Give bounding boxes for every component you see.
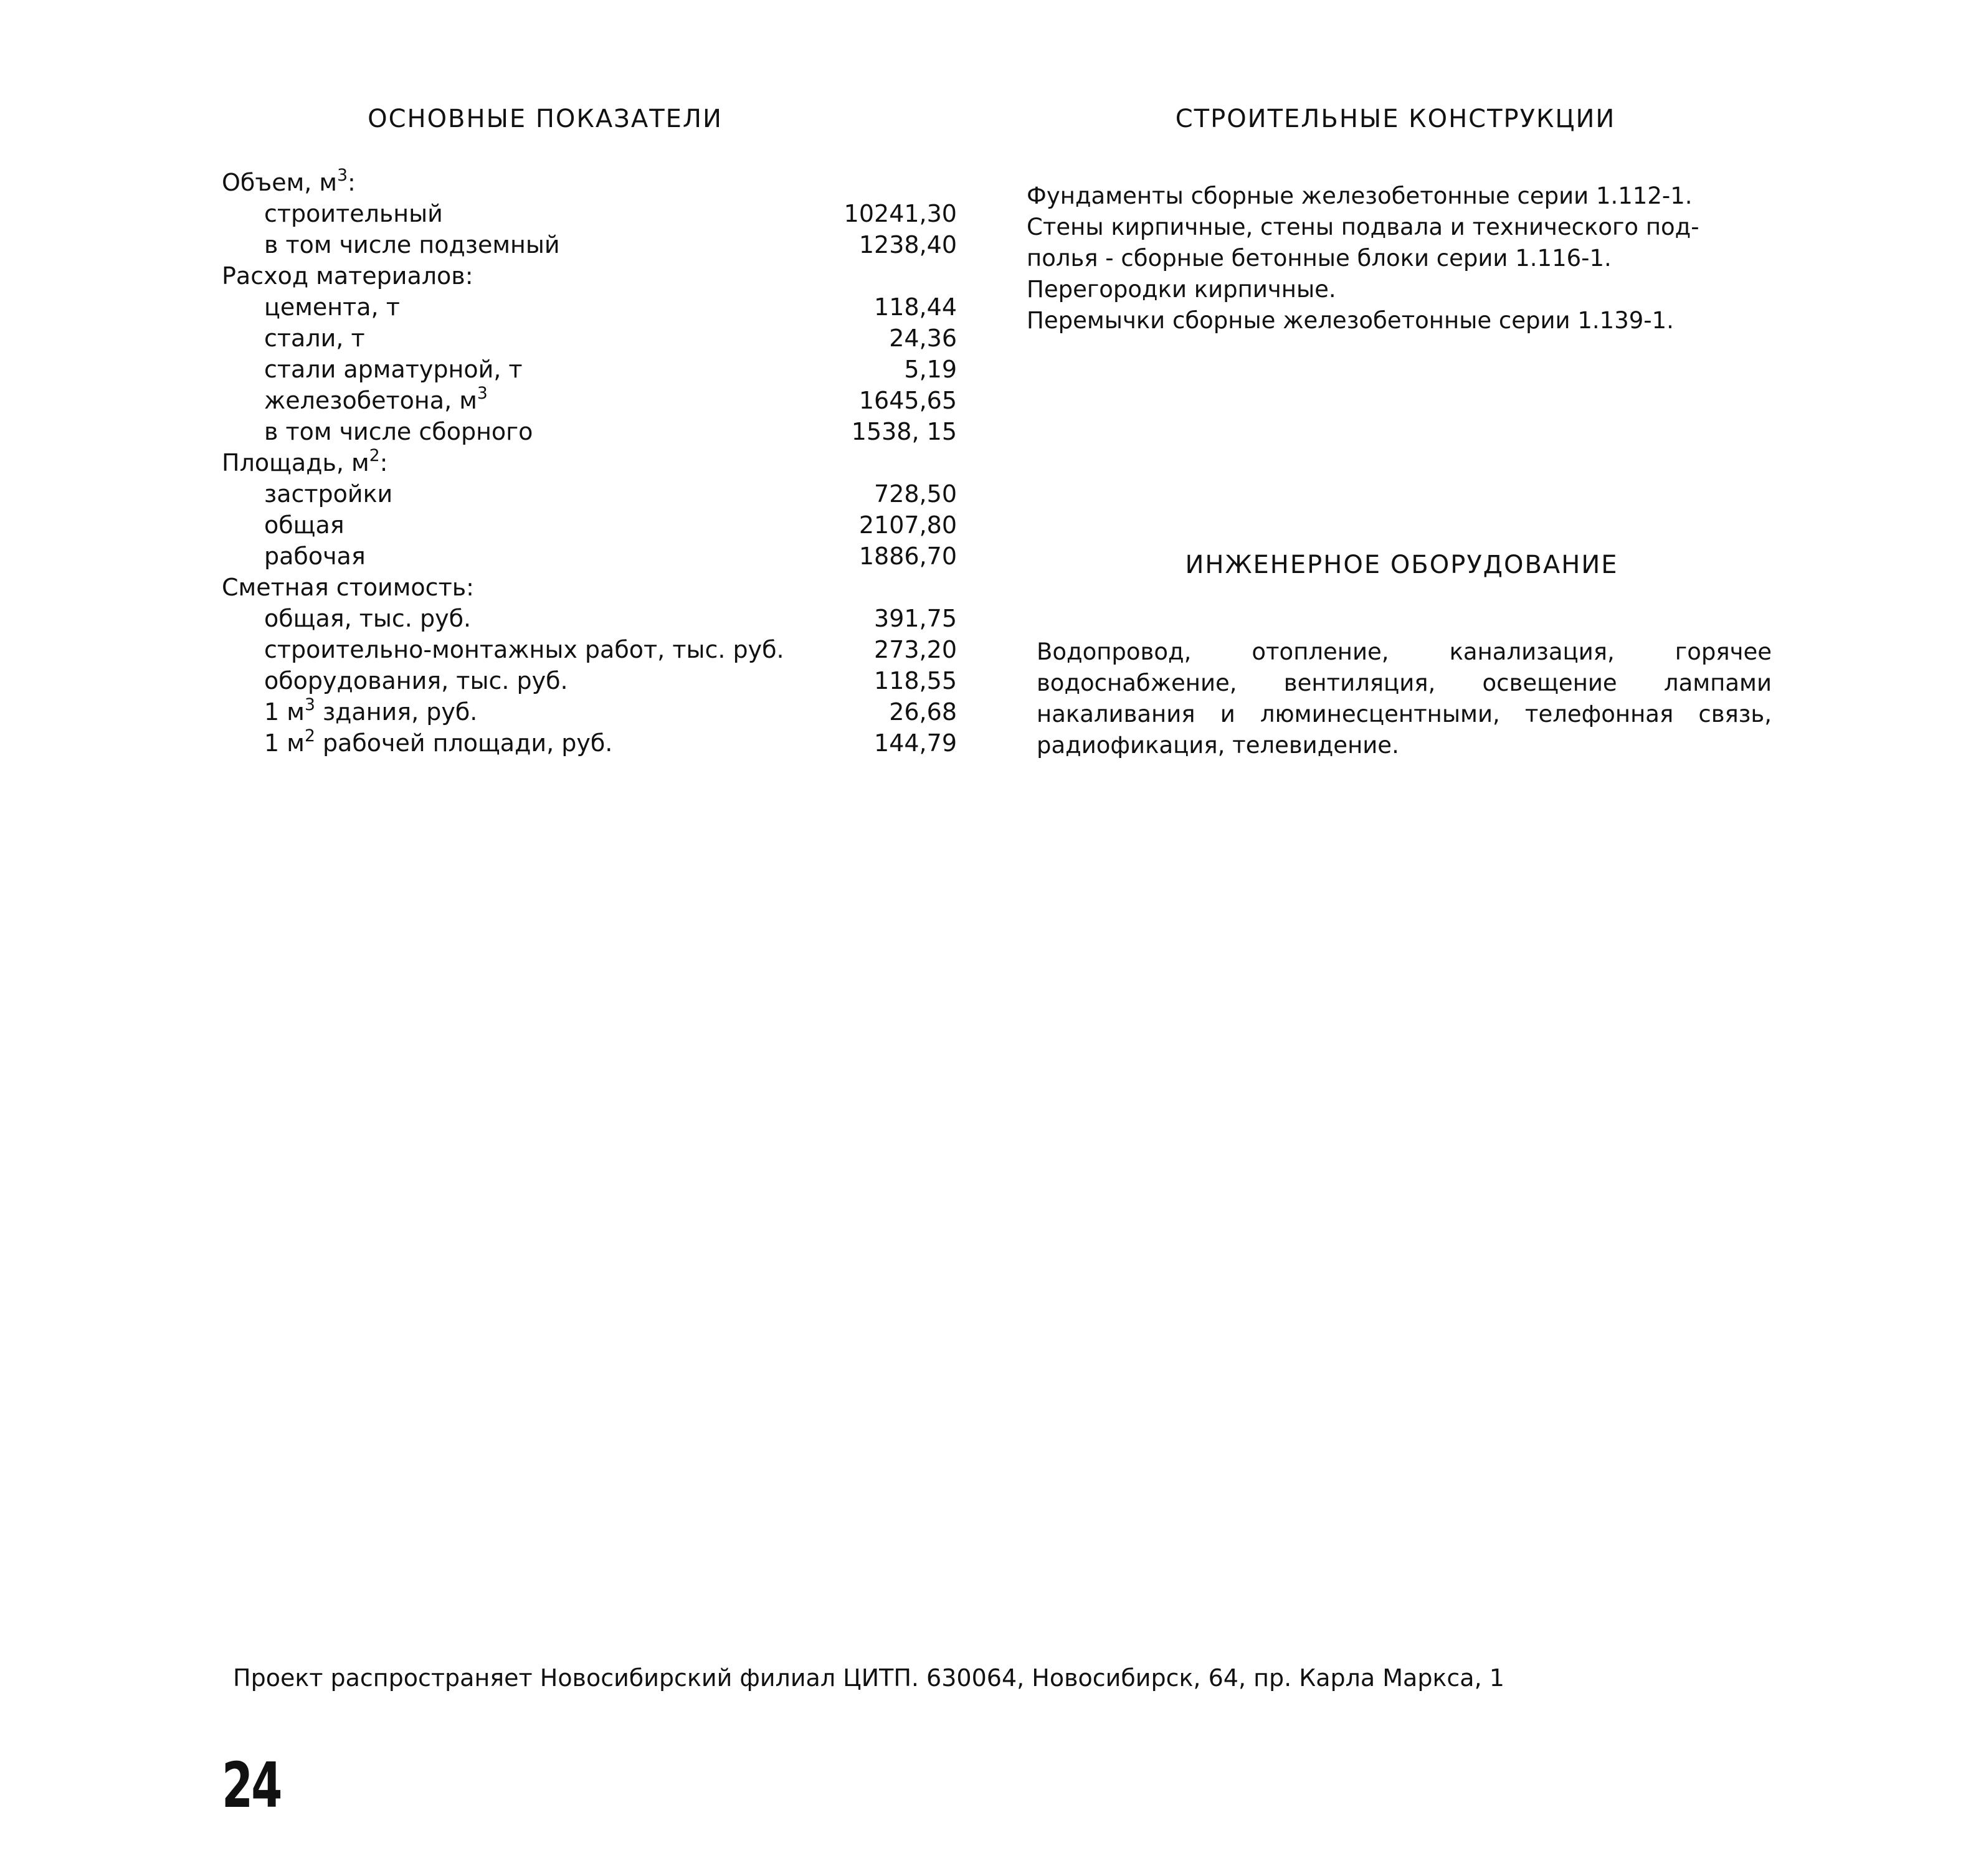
indicator-row xyxy=(222,385,957,416)
constructions-line: полья - сборные бетонные блоки серии 1.116-1. xyxy=(1027,245,1612,272)
indicator-label: строительный xyxy=(264,200,443,227)
indicator-row xyxy=(222,478,957,509)
indicator-label: строительно-монтажных работ, тыс. руб. xyxy=(264,636,784,663)
constructions-line: Фундаменты сборные железобетонные серии 1.112-1. xyxy=(1027,182,1693,209)
indicator-value xyxy=(832,260,957,291)
indicator-value xyxy=(832,572,957,603)
indicator-label: 1 $м^2$ рабочей площади, руб. xyxy=(264,726,613,757)
footer-note: Проект распространяет Новосибирский филиал ЦИТП. 630064, Новосибирск, 64, пр. Карла Маркса, 1 xyxy=(233,1664,1504,1692)
indicator-label: цемента, т xyxy=(264,293,400,321)
indicator-row xyxy=(222,198,957,229)
indicator-row xyxy=(222,447,957,478)
indicator-value: 273,20 xyxy=(874,636,957,663)
indicator-row xyxy=(222,416,957,447)
indicator-value: 118,55 xyxy=(874,667,957,694)
indicator-row xyxy=(222,696,957,727)
indicator-label: стали, т xyxy=(264,325,365,352)
indicator-label: стали арматурной, т xyxy=(264,356,523,383)
indicator-label: Площадь, $м^2$: xyxy=(222,446,388,476)
indicator-row xyxy=(222,727,957,759)
indicator-value: 728,50 xyxy=(874,480,957,508)
indicator-label: Расход материалов: xyxy=(222,262,473,290)
indicator-label: в том числе подземный xyxy=(264,231,560,258)
indicator-value: 391,75 xyxy=(874,605,957,632)
indicator-row xyxy=(222,572,957,603)
indicator-row xyxy=(222,665,957,696)
indicator-value: 1886,70 xyxy=(858,542,957,570)
indicator-label: общая, тыс. руб. xyxy=(264,605,472,632)
indicator-label: застройки xyxy=(264,480,393,508)
indicator-row xyxy=(222,260,957,291)
indicator-value: 5,19 xyxy=(904,356,957,383)
indicator-value: 1538, 15 xyxy=(851,418,957,445)
constructions-text xyxy=(1027,181,1780,336)
indicator-label: в том числе сборного xyxy=(264,418,533,445)
indicator-value: 118,44 xyxy=(874,293,957,321)
indicator-value xyxy=(832,167,957,198)
indicator-value: 2107,80 xyxy=(858,511,957,539)
indicator-label: Объем, $м^3$: xyxy=(222,166,356,196)
indicator-value: 24,36 xyxy=(889,325,957,352)
indicator-label: рабочая xyxy=(264,542,366,570)
engineering-title: ИНЖЕНЕРНОЕ ОБОРУДОВАНИЕ xyxy=(1185,551,1618,579)
constructions-line: Перегородки кирпичные. xyxy=(1027,276,1336,303)
constructions-line: Перемычки сборные железобетонные серии 1.139-1. xyxy=(1027,307,1674,334)
indicator-value: 144,79 xyxy=(874,729,957,757)
indicator-row xyxy=(222,167,957,198)
indicator-row xyxy=(222,229,957,260)
indicator-row xyxy=(222,509,957,541)
indicator-value: 1238,40 xyxy=(858,231,957,258)
indicator-row xyxy=(222,634,957,665)
indicator-value: 10241,30 xyxy=(843,200,957,227)
indicator-value: 26,68 xyxy=(889,698,957,726)
indicator-label: 1 $м^3$ здания, руб. xyxy=(264,695,478,726)
indicator-label: оборудования, тыс. руб. xyxy=(264,667,568,694)
indicator-value xyxy=(832,447,957,478)
indicator-row xyxy=(222,354,957,385)
indicator-label: железобетона, $м^3$ xyxy=(264,384,488,414)
constructions-line: Стены кирпичные, стены подвала и технического под- xyxy=(1027,214,1699,240)
indicator-row xyxy=(222,603,957,634)
constructions-title: СТРОИТЕЛЬНЫЕ КОНСТРУКЦИИ xyxy=(1175,105,1616,133)
page-number: 24 xyxy=(222,1749,281,1822)
main-indicators-title: ОСНОВНЫЕ ПОКАЗАТЕЛИ xyxy=(368,105,723,133)
main-indicators-table xyxy=(222,167,957,759)
indicator-row xyxy=(222,291,957,323)
indicator-row xyxy=(222,323,957,354)
indicator-label: Сметная стоимость: xyxy=(222,574,474,601)
indicator-label: общая xyxy=(264,511,344,539)
engineering-text: Водопровод, отопление, канализация, горячее водоснабжение, вентиляция, освещение лампами накаливания и люминесцентными, телефонная связь, радиофикация, телевидение. xyxy=(1037,638,1772,759)
indicator-row xyxy=(222,541,957,572)
indicator-value: 1645,65 xyxy=(858,387,957,414)
